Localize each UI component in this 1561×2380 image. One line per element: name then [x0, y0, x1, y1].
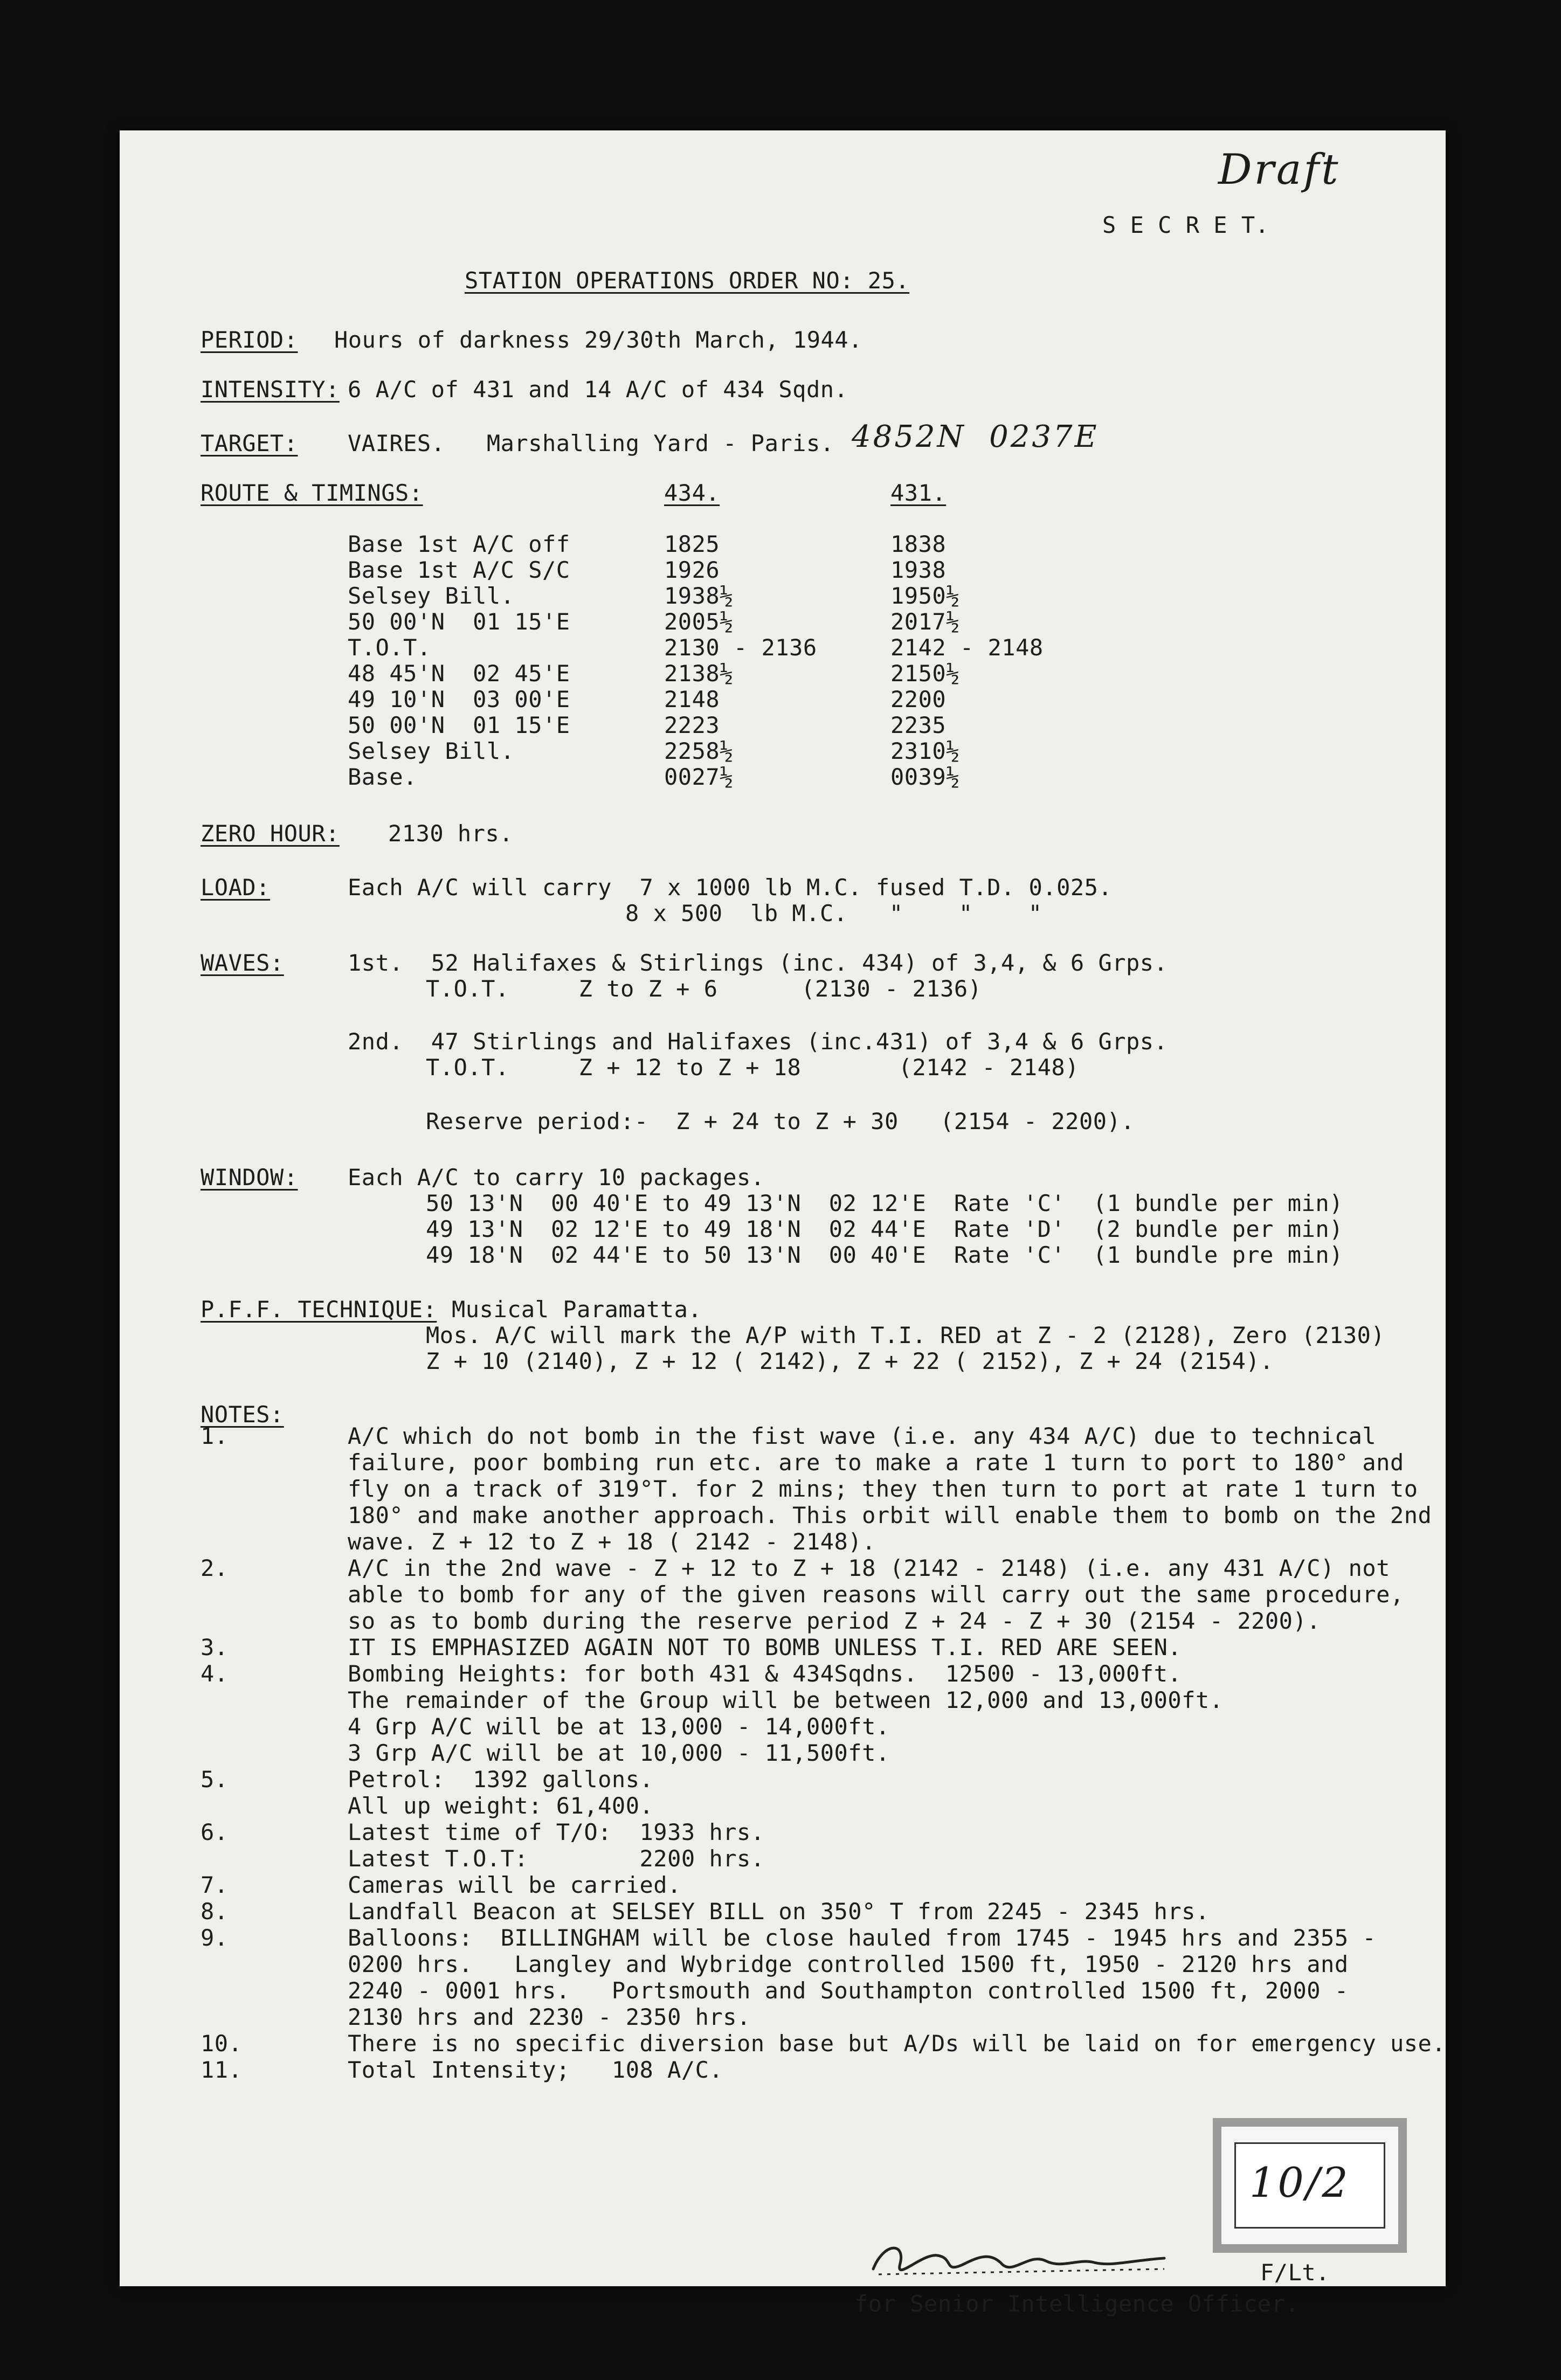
route-point: Base 1st A/C S/C	[348, 557, 570, 583]
note-number: 7.	[201, 1872, 229, 1898]
note-line: Balloons: BILLINGHAM will be close hauled from 1745 - 1945 hrs and 2355 -	[348, 1925, 1377, 1951]
note-line: Latest time of T/O: 1933 hrs.	[348, 1819, 765, 1845]
waves-label: WAVES:	[201, 950, 284, 976]
load-label: LOAD:	[201, 874, 270, 901]
route-time-431: 2142 - 2148	[890, 634, 1044, 661]
note-line: Latest T.O.T: 2200 hrs.	[348, 1845, 765, 1872]
route-time-431: 2310½	[890, 738, 960, 764]
route-time-431: 1950½	[890, 583, 960, 609]
wave-1-line-2: T.O.T. Z to Z + 6 (2130 - 2136)	[426, 975, 982, 1002]
route-time-434: 2138½	[664, 660, 734, 687]
note-line: 0200 hrs. Langley and Wybridge controlled 1500 ft, 1950 - 2120 hrs and	[348, 1951, 1349, 1977]
note-number: 11.	[201, 2057, 243, 2083]
note-line: so as to bomb during the reserve period Z + 24 - Z + 30 (2154 - 2200).	[348, 1608, 1321, 1634]
note-line: All up weight: 61,400.	[348, 1793, 654, 1819]
route-point: Selsey Bill.	[348, 583, 515, 609]
route-time-434: 2130 - 2136	[664, 634, 817, 661]
note-number: 4.	[201, 1661, 229, 1687]
route-time-431: 2150½	[890, 660, 960, 687]
intensity-label: INTENSITY:	[201, 376, 340, 403]
route-time-431: 0039½	[890, 764, 960, 790]
route-point: 50 00'N 01 15'E	[348, 608, 570, 635]
route-col-434: 434.	[664, 480, 720, 506]
route-point: T.O.T.	[348, 634, 431, 661]
note-line: Cameras will be carried.	[348, 1872, 681, 1898]
page-mark-handwritten: 10/2	[1249, 2158, 1350, 2206]
route-time-434: 0027½	[664, 764, 734, 790]
load-line-1: Each A/C will carry 7 x 1000 lb M.C. fused T.D. 0.025.	[348, 874, 1113, 901]
route-time-434: 2223	[664, 712, 720, 738]
route-point: Base.	[348, 764, 417, 790]
note-number: 5.	[201, 1766, 229, 1793]
window-line-4: 49 18'N 02 44'E to 50 13'N 00 40'E Rate 'C' (1 bundle pre min)	[426, 1242, 1343, 1268]
signature-scribble	[862, 2231, 1175, 2291]
window-line-1: Each A/C to carry 10 packages.	[348, 1164, 765, 1191]
route-time-434: 2005½	[664, 608, 734, 635]
route-time-431: 2235	[890, 712, 947, 738]
reserve-period: Reserve period:- Z + 24 to Z + 30 (2154 - 2200).	[426, 1108, 1135, 1134]
draft-handwritten-mark: Draft	[1218, 146, 1341, 194]
period-label: PERIOD:	[201, 327, 298, 353]
window-label: WINDOW:	[201, 1164, 298, 1191]
pff-line-2: Z + 10 (2140), Z + 12 ( 2142), Z + 22 ( 2152), Z + 24 (2154).	[426, 1348, 1274, 1374]
note-number: 9.	[201, 1925, 229, 1951]
route-label: ROUTE & TIMINGS:	[201, 480, 423, 506]
route-point: Base 1st A/C off	[348, 531, 570, 557]
note-number: 1.	[201, 1423, 229, 1449]
window-line-3: 49 13'N 02 12'E to 49 18'N 02 44'E Rate 'D' (2 bundle per min)	[426, 1216, 1343, 1242]
signature-rank: F/Lt.	[1260, 2259, 1330, 2286]
note-line: 3 Grp A/C will be at 10,000 - 11,500ft.	[348, 1740, 890, 1766]
note-number: 2.	[201, 1555, 229, 1581]
target-label: TARGET:	[201, 430, 298, 456]
window-line-2: 50 13'N 00 40'E to 49 13'N 02 12'E Rate 'C' (1 bundle per min)	[426, 1190, 1343, 1216]
note-line: There is no specific diversion base but A/Ds will be laid on for emergency use.	[348, 2030, 1446, 2057]
route-time-434: 2258½	[664, 738, 734, 764]
note-line: 2240 - 0001 hrs. Portsmouth and Southampton controlled 1500 ft, 2000 -	[348, 1977, 1349, 2004]
load-line-2: 8 x 500 lb M.C. " " "	[625, 900, 1042, 926]
note-number: 6.	[201, 1819, 229, 1845]
note-line: 4 Grp A/C will be at 13,000 - 14,000ft.	[348, 1713, 890, 1740]
route-time-434: 1926	[664, 557, 720, 583]
page-title: STATION OPERATIONS ORDER NO: 25.	[465, 267, 910, 294]
note-number: 10.	[201, 2030, 243, 2057]
note-line: fly on a track of 319°T. for 2 mins; they then turn to port at rate 1 turn to	[348, 1476, 1418, 1502]
signature-role: for Senior Intelligence Officer.	[854, 2291, 1300, 2317]
route-time-431: 1938	[890, 557, 947, 583]
target-value: VAIRES. Marshalling Yard - Paris.	[348, 430, 834, 456]
wave-2-line-1: 2nd. 47 Stirlings and Halifaxes (inc.431) of 3,4 & 6 Grps.	[348, 1028, 1168, 1055]
route-time-434: 1938½	[664, 583, 734, 609]
note-line: 2130 hrs and 2230 - 2350 hrs.	[348, 2004, 751, 2030]
route-time-431: 1838	[890, 531, 947, 557]
wave-2-line-2: T.O.T. Z + 12 to Z + 18 (2142 - 2148)	[426, 1054, 1079, 1081]
note-line: Landfall Beacon at SELSEY BILL on 350° T from 2245 - 2345 hrs.	[348, 1898, 1210, 1925]
pff-technique-value: Musical Paramatta.	[452, 1296, 702, 1323]
note-line: IT IS EMPHASIZED AGAIN NOT TO BOMB UNLESS T.I. RED ARE SEEN.	[348, 1634, 1182, 1661]
zero-hour-value: 2130 hrs.	[388, 820, 514, 847]
note-line: wave. Z + 12 to Z + 18 ( 2142 - 2148).	[348, 1528, 876, 1555]
route-point: 50 00'N 01 15'E	[348, 712, 570, 738]
note-number: 8.	[201, 1898, 229, 1925]
route-time-431: 2017½	[890, 608, 960, 635]
classification-label: S E C R E T.	[1102, 212, 1269, 238]
note-line: failure, poor bombing run etc. are to make a rate 1 turn to port to 180° and	[348, 1449, 1404, 1476]
note-line: A/C in the 2nd wave - Z + 12 to Z + 18 (2142 - 2148) (i.e. any 431 A/C) not	[348, 1555, 1390, 1581]
note-line: Petrol: 1392 gallons.	[348, 1766, 654, 1793]
route-point: 48 45'N 02 45'E	[348, 660, 570, 687]
notes-label: NOTES:	[201, 1401, 284, 1428]
route-point: Selsey Bill.	[348, 738, 515, 764]
route-time-434: 1825	[664, 531, 720, 557]
note-line: Total Intensity; 108 A/C.	[348, 2057, 723, 2083]
zero-hour-label: ZERO HOUR:	[201, 820, 340, 847]
intensity-value: 6 A/C of 431 and 14 A/C of 434 Sqdn.	[348, 376, 848, 403]
note-line: 180° and make another approach. This orbit will enable them to bomb on the 2nd	[348, 1502, 1432, 1528]
note-number: 3.	[201, 1634, 229, 1661]
note-line: The remainder of the Group will be between 12,000 and 13,000ft.	[348, 1687, 1224, 1713]
note-line: A/C which do not bomb in the fist wave (i.e. any 434 A/C) due to technical	[348, 1423, 1377, 1449]
note-line: able to bomb for any of the given reasons will carry out the same procedure,	[348, 1581, 1404, 1608]
note-line: Bombing Heights: for both 431 & 434Sqdns. 12500 - 13,000ft.	[348, 1661, 1182, 1687]
pff-line-1: Mos. A/C will mark the A/P with T.I. RED at Z - 2 (2128), Zero (2130)	[426, 1322, 1385, 1348]
pff-technique-label: P.F.F. TECHNIQUE:	[201, 1296, 437, 1323]
target-coordinates-handwritten: 4852N 0237E	[852, 419, 1099, 454]
route-col-431: 431.	[890, 480, 947, 506]
route-time-431: 2200	[890, 686, 947, 712]
wave-1-line-1: 1st. 52 Halifaxes & Stirlings (inc. 434) of 3,4, & 6 Grps.	[348, 950, 1168, 976]
route-point: 49 10'N 03 00'E	[348, 686, 570, 712]
route-time-434: 2148	[664, 686, 720, 712]
period-value: Hours of darkness 29/30th March, 1944.	[334, 327, 862, 353]
